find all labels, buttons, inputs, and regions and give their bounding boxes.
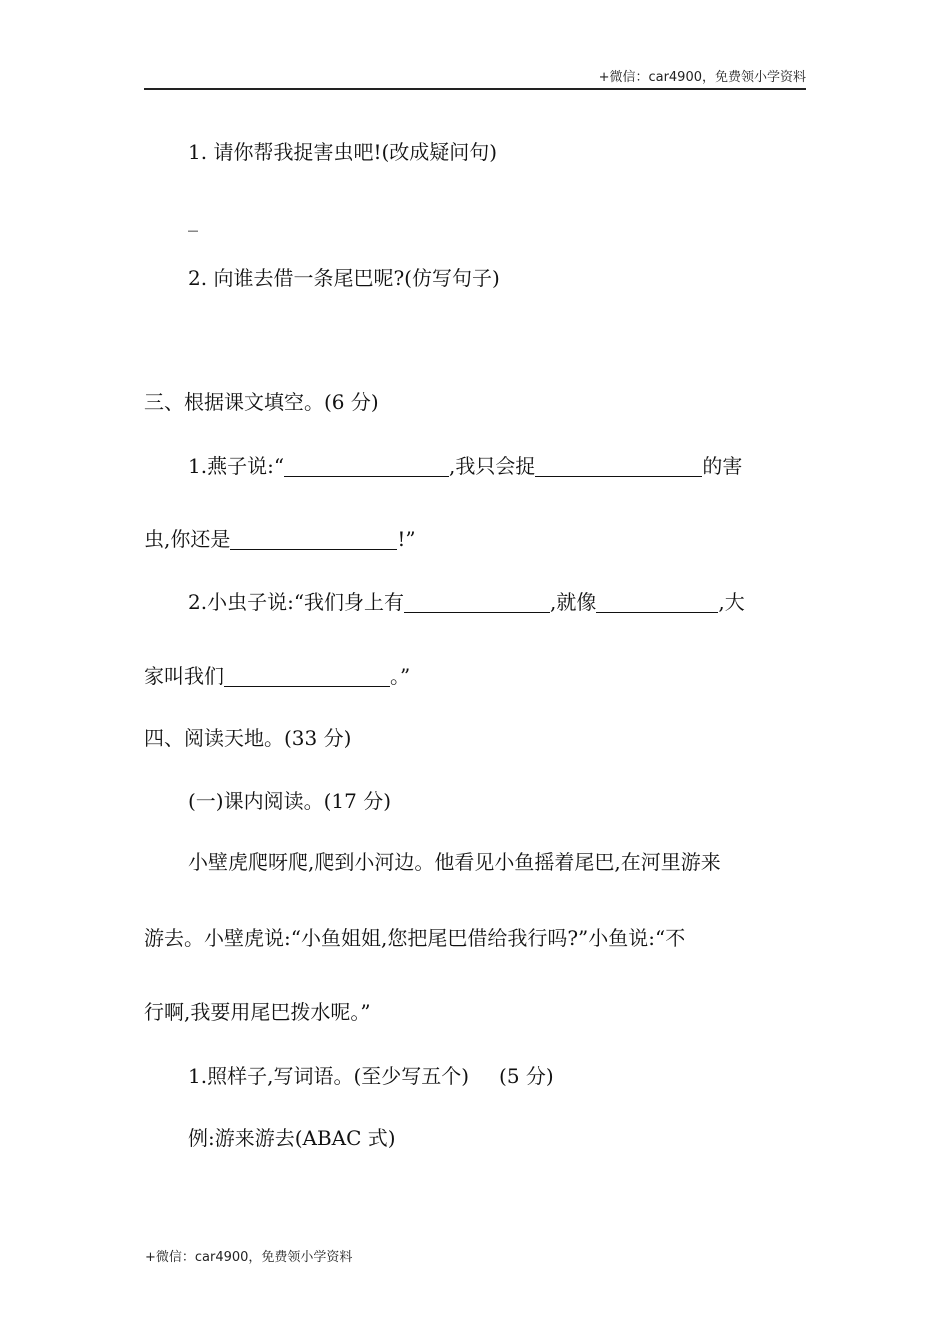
passage-line-2: 游去。小壁虎说:“小鱼姐姐,您把尾巴借给我行吗?”小鱼说:“不 <box>144 926 686 950</box>
page-header <box>144 64 806 90</box>
answer-mark: _ <box>188 208 198 232</box>
q3-1-part-e: !” <box>397 527 416 551</box>
blank-3-2-b[interactable] <box>596 592 718 613</box>
blank-3-1-b[interactable] <box>535 456 702 477</box>
q4-1-text: 1.照样子,写词语。(至少写五个) <box>188 1064 470 1088</box>
q4-1-points: (5 分) <box>499 1064 554 1088</box>
example-line: 例:游来游去(ABAC 式) <box>188 1126 396 1150</box>
q3-2-part-a: 2.小虫子说:“我们身上有 <box>188 590 405 614</box>
q3-1-part-b: ,我只会捉 <box>449 454 536 478</box>
passage-line-1: 小壁虎爬呀爬,爬到小河边。他看见小鱼摇着尾巴,在河里游来 <box>188 850 721 874</box>
question-2-2: 2. 向谁去借一条尾巴呢?(仿写句子) <box>188 266 500 290</box>
q3-2-part-c: ,大 <box>718 590 745 614</box>
q3-1-part-c: 的害 <box>702 454 743 478</box>
blank-3-1-c[interactable] <box>230 529 397 550</box>
header-text: +微信：car4900，免费领小学资料 <box>598 70 806 85</box>
passage-line-3: 行啊,我要用尾巴拨水呢。” <box>144 1000 371 1024</box>
q3-2-part-b: ,就像 <box>550 590 597 614</box>
question-3-1-cont <box>144 525 416 553</box>
section-4-title: 四、阅读天地。(33 分) <box>144 726 352 750</box>
section-4-sub1: (一)课内阅读。(17 分) <box>188 789 392 813</box>
q3-1-part-a: 1.燕子说:“ <box>188 454 285 478</box>
page-footer: +微信：car4900，免费领小学资料 <box>145 1250 353 1265</box>
blank-3-2-a[interactable] <box>404 592 550 613</box>
question-3-2-cont <box>144 662 410 690</box>
q3-1-part-d: 虫,你还是 <box>144 527 231 551</box>
question-3-1 <box>188 452 742 480</box>
blank-3-2-c[interactable] <box>224 666 390 687</box>
q3-2-part-e: 。” <box>390 664 411 688</box>
question-3-2 <box>188 588 745 616</box>
question-4-1 <box>188 1062 554 1090</box>
q3-2-part-d: 家叫我们 <box>144 664 224 688</box>
section-3-title: 三、根据课文填空。(6 分) <box>144 390 379 414</box>
blank-3-1-a[interactable] <box>284 456 449 477</box>
question-2-1: 1. 请你帮我捉害虫吧!(改成疑问句) <box>188 140 498 164</box>
